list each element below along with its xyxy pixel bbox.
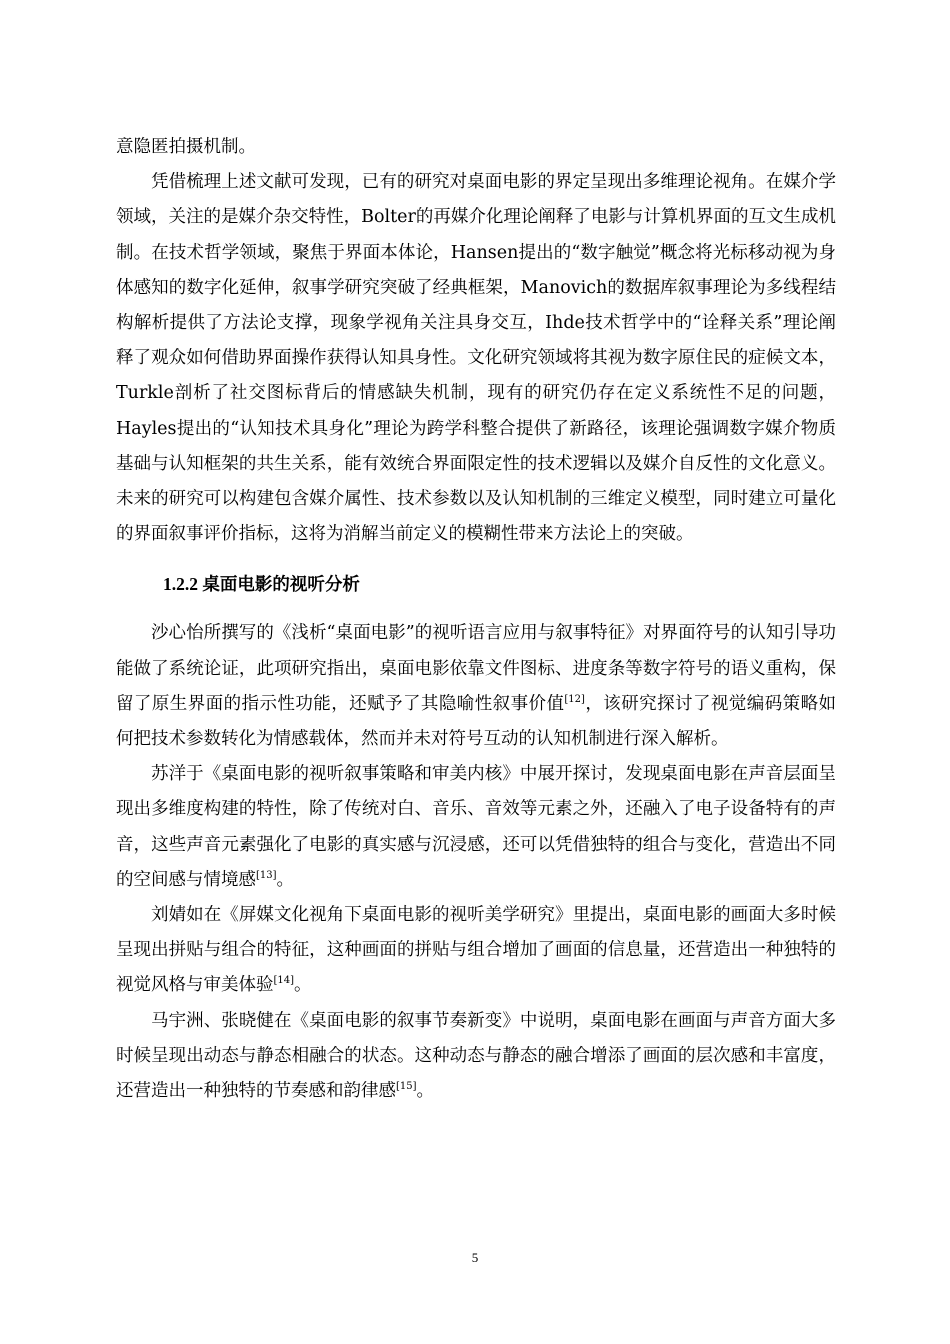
- citation-ref: [14]: [273, 975, 295, 987]
- paragraph-continuation: 意隐匿拍摄机制。: [116, 137, 256, 157]
- citation-ref: [15]: [396, 1081, 417, 1093]
- paragraph-su-yang: [116, 757, 836, 898]
- paragraph-text-after: 。: [276, 869, 295, 890]
- citation-ref: [12]: [564, 693, 585, 705]
- paragraph-text: 沙心怡所撰写的《浅析“桌面电影”的视听语言应用与叙事特征》对界面符号的认知引导功能做了系统论证，此项研究指出，桌面电影依靠文件图标、进度条等数字符号的语义重构，保留了原生界面的指示性功能，还赋予了其隐喻性叙事价值: [116, 623, 836, 714]
- paragraph-text-after: ，该研究探讨了视觉编码策略如何把技术参数转化为情感载体，然而并未对符号互动的认知机制进行深入解析。: [116, 693, 837, 750]
- page-number: 5: [471, 1250, 479, 1265]
- paragraph-text: 刘婧如在《屏媒文化视角下桌面电影的视听美学研究》里提出，桌面电影的画面大多时候呈现出拼贴与组合的特征，这种画面的拼贴与组合增加了画面的信息量，还营造出一种独特的视觉风格与审美体验: [116, 905, 836, 996]
- paragraph-text: 苏洋于《桌面电影的视听叙事策略和审美内核》中展开探讨，发现桌面电影在声音层面呈现出多维度构建的特性，除了传统对白、音乐、音效等元素之外，还融入了电子设备特有的声音，这些声音元素强化了电影的真实感与沉浸感，还可以凭借独特的组合与变化，营造出不同的空间感与情境感: [116, 764, 836, 890]
- paragraph-text: 马宇洲、张晓健在《桌面电影的叙事节奏新变》中说明，桌面电影在画面与声音方面大多时候呈现出动态与静态相融合的状态。这种动态与静态的融合增添了画面的层次感和丰富度，还营造出一种独特的节奏感和韵律感: [116, 1010, 836, 1102]
- paragraph-liu-jingru: [116, 898, 836, 1004]
- paragraph-sha-xinyi: [116, 616, 836, 757]
- section-heading: 1.2.2 桌面电影的视听分析: [163, 574, 360, 595]
- paragraph-text-after: 。: [294, 975, 312, 996]
- body-text: [116, 130, 836, 1109]
- paragraph-text-after: 。: [416, 1081, 435, 1102]
- citation-ref: [13]: [256, 869, 277, 881]
- paragraph-ma-yuzhou: [116, 1004, 836, 1110]
- paragraph-literature-summary: 凭借梳理上述文献可发现，已有的研究对桌面电影的界定呈现出多维理论视角。在媒介学领域，关注的是媒介杂交特性，Bolter的再媒介化理论阐释了电影与计算机界面的互文生成机制。在技术哲学领域，聚焦于界面本体论，Hansen提出的“数字触觉”概念将光标移动视为身体感知的数字化延伸，叙事学研究突破了经典框架，Manovich的数据库叙事理论为多线程结构解析提供了方法论支撑，现象学视角关注具身交互，Ihde技术哲学中的“诠释关系”理论阐释了观众如何借助界面操作获得认知具身性。文化研究领域将其视为数字原住民的症候文本，Turkle剖析了社交图标背后的情感缺失机制，现有的研究仍存在定义系统性不足的问题，Hayles提出的“认知技术具身化”理论为跨学科整合提供了新路径，该理论强调数字媒介物质基础与认知框架的共生关系，能有效统合界面限定性的技术逻辑以及媒介自反性的文化意义。未来的研究可以构建包含媒介属性、技术参数以及认知机制的三维定义模型，同时建立可量化的界面叙事评价指标，这将为消解当前定义的模糊性带来方法论上的突破。: [116, 172, 836, 545]
